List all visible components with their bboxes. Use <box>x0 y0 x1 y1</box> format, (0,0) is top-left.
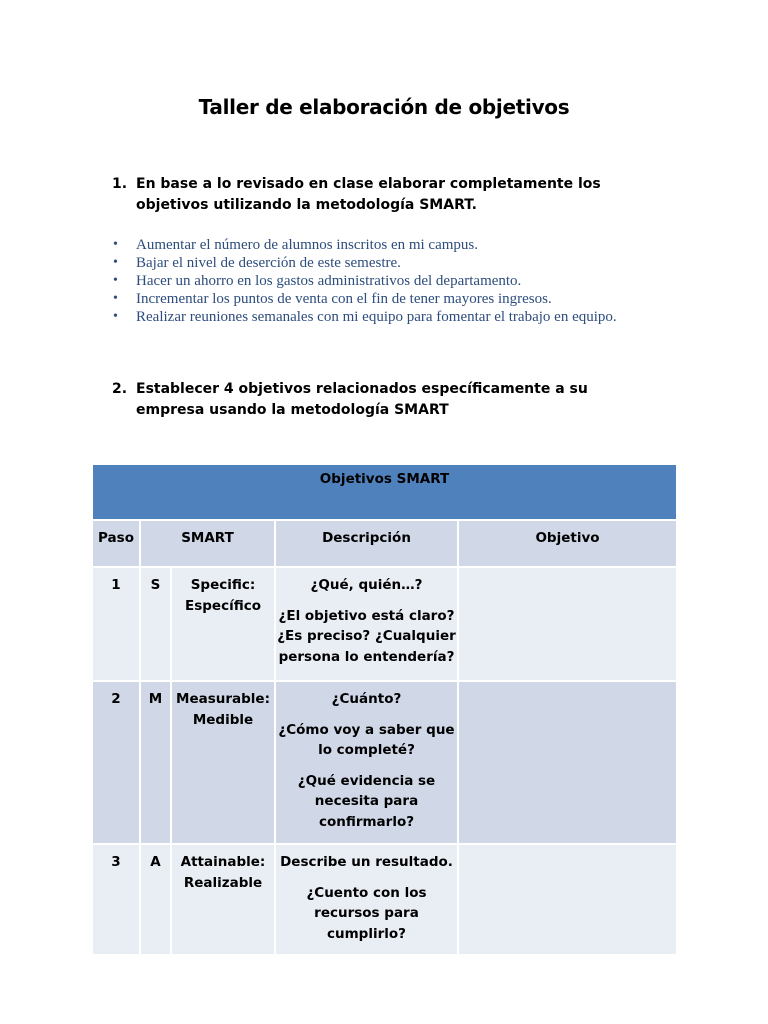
list-item <box>112 236 617 254</box>
list-item-text: Realizar reuniones semanales con mi equipo para fomentar el trabajo en equipo. <box>136 309 617 325</box>
list-item <box>112 254 617 272</box>
cell-paso: 2 <box>92 681 140 844</box>
table-row <box>92 844 677 955</box>
question-number: 2. <box>112 381 128 397</box>
desc-line: ¿Cuento con los recursos para cumplirlo? <box>306 884 427 942</box>
bullet-icon: • <box>113 291 118 306</box>
list-item <box>112 272 617 290</box>
list-item <box>112 290 617 308</box>
header-smart: SMART <box>140 520 275 567</box>
cell-descripcion <box>275 681 458 844</box>
cell-objetivo[interactable] <box>458 567 677 681</box>
smart-table <box>91 463 678 956</box>
desc-line: ¿Qué evidencia se necesita para confirmarlo? <box>297 772 436 830</box>
table-header-row <box>92 520 677 567</box>
objectives-list <box>112 236 617 326</box>
list-item-text: Hacer un ahorro en los gastos administrativos del departamento. <box>136 273 522 289</box>
meaning-es: Específico <box>185 597 261 614</box>
cell-meaning <box>171 567 275 681</box>
bullet-icon: • <box>113 273 118 288</box>
list-item-text: Bajar el nivel de deserción de este semestre. <box>136 255 401 271</box>
question-2 <box>112 379 652 421</box>
header-paso: Paso <box>92 520 140 567</box>
question-text: Establecer 4 objetivos relacionados específicamente a su empresa usando la metodología SMART <box>136 381 588 418</box>
header-descripcion: Descripción <box>275 520 458 567</box>
table-row <box>92 567 677 681</box>
table-row <box>92 681 677 844</box>
meaning-en: Attainable: <box>180 854 266 870</box>
desc-line: ¿Cuánto? <box>331 691 402 707</box>
desc-line: ¿Cómo voy a saber que lo completé? <box>278 721 455 758</box>
bullet-icon: • <box>113 255 118 270</box>
cell-meaning <box>171 681 275 844</box>
list-item <box>112 308 617 326</box>
question-number: 1. <box>112 176 128 192</box>
cell-descripcion <box>275 844 458 955</box>
cell-paso: 1 <box>92 567 140 681</box>
table-banner: Objetivos SMART <box>92 464 677 520</box>
list-item-text: Incrementar los puntos de venta con el fin de tener mayores ingresos. <box>136 291 552 307</box>
cell-objetivo[interactable] <box>458 844 677 955</box>
question-text: En base a lo revisado en clase elaborar completamente los objetivos utilizando la metodología SMART. <box>136 176 601 213</box>
desc-line: ¿Qué, quién…? <box>310 577 423 593</box>
meaning-en: Measurable: <box>176 691 270 707</box>
bullet-icon: • <box>113 309 118 324</box>
page-title: Taller de elaboración de objetivos <box>198 95 570 119</box>
cell-paso: 3 <box>92 844 140 955</box>
header-objetivo: Objetivo <box>458 520 677 567</box>
meaning-es: Realizable <box>183 874 263 891</box>
question-1 <box>112 174 652 216</box>
cell-letter: M <box>140 681 171 844</box>
meaning-es: Medible <box>192 711 254 728</box>
cell-objetivo[interactable] <box>458 681 677 844</box>
cell-letter: A <box>140 844 171 955</box>
cell-meaning <box>171 844 275 955</box>
desc-line: Describe un resultado. <box>280 854 453 870</box>
desc-line: ¿El objetivo está claro? ¿Es preciso? ¿Cualquier persona lo entendería? <box>277 607 456 665</box>
meaning-en: Specific: <box>190 577 256 593</box>
cell-letter: S <box>140 567 171 681</box>
bullet-icon: • <box>113 237 118 252</box>
list-item-text: Aumentar el número de alumnos inscritos en mi campus. <box>136 237 479 253</box>
cell-descripcion <box>275 567 458 681</box>
